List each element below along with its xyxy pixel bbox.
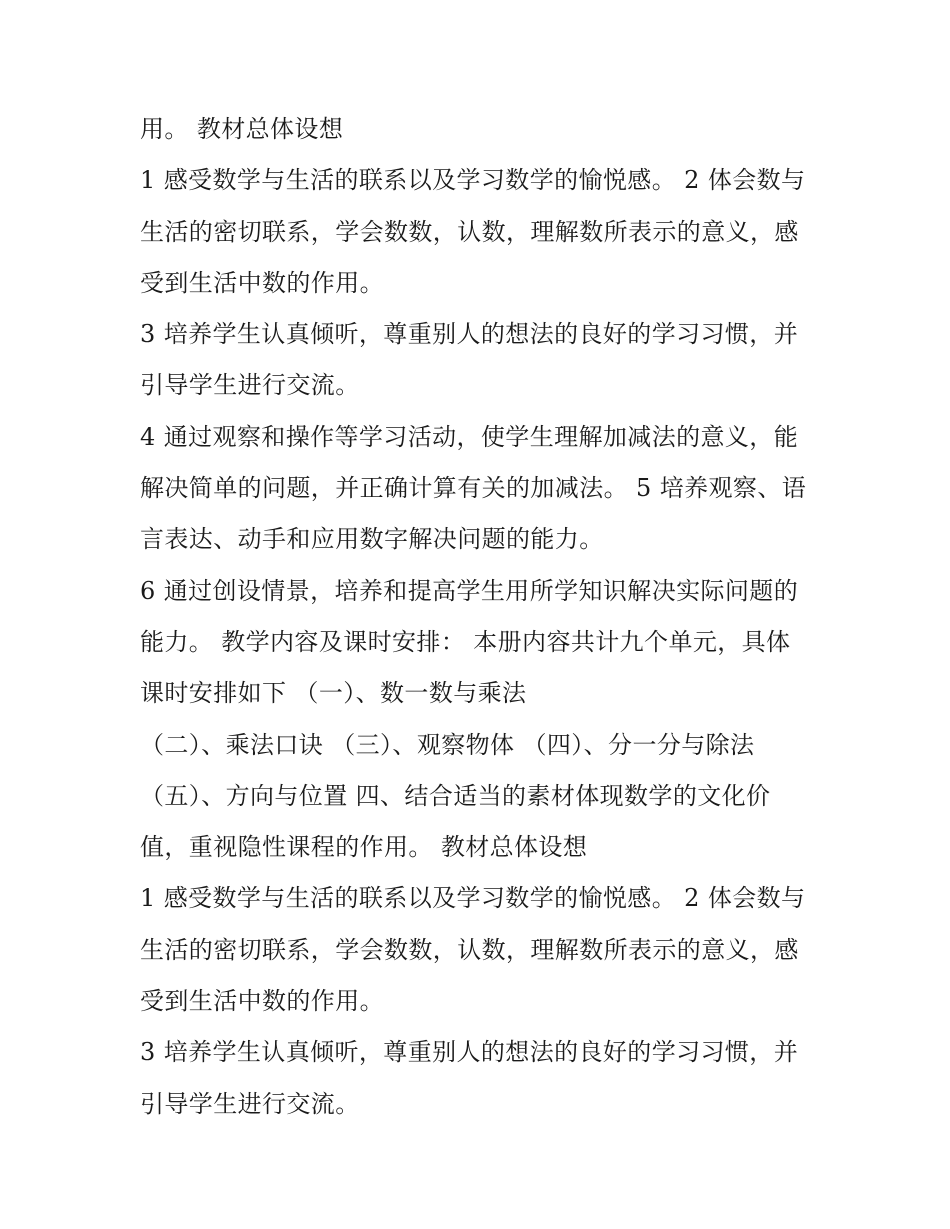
text-line-3: 生活的密切联系，学会数数，认数，理解数所表示的意义，感 [140,217,799,246]
text-line-1: 用。 教材总体设想 [140,115,344,143]
text-line-11: 能力。 教学内容及课时安排： 本册内容共计九个单元，具体 [140,627,791,656]
text-line-13: （二）、乘法口诀 （三）、观察物体 （四）、分一分与除法 [140,730,755,759]
text-line-5: 3 培养学生认真倾听，尊重别人的想法的良好的学习习惯，并 [140,320,799,349]
text-line-10: 6 通过创设情景，培养和提高学生用所学知识解决实际问题的 [140,576,799,605]
text-line-7: 4 通过观察和操作等学习活动，使学生理解加减法的意义，能 [140,422,799,451]
text-line-17: 生活的密切联系，学会数数，认数，理解数所表示的意义，感 [140,935,799,964]
text-line-12: 课时安排如下 （一）、数一数与乘法 [140,679,527,708]
text-line-18: 受到生活中数的作用。 [140,987,384,1016]
text-line-8: 解决简单的问题，并正确计算有关的加减法。 5 培养观察、语 [140,474,807,503]
text-line-19: 3 培养学生认真倾听，尊重别人的想法的良好的学习习惯，并 [140,1038,799,1067]
text-line-6: 引导学生进行交流。 [140,371,360,400]
text-line-9: 言表达、动手和应用数字解决问题的能力。 [140,525,604,554]
text-line-14: （五）、方向与位置 四、结合适当的素材体现数学的文化价 [140,781,771,810]
text-line-2: 1 感受数学与生活的联系以及学习数学的愉悦感。 2 体会数与 [140,166,806,195]
text-line-20: 引导学生进行交流。 [140,1089,360,1118]
text-line-15: 值，重视隐性课程的作用。 教材总体设想 [140,833,588,862]
text-line-4: 受到生活中数的作用。 [140,268,384,297]
document-body [140,104,820,1130]
text-line-16: 1 感受数学与生活的联系以及学习数学的愉悦感。 2 体会数与 [140,884,806,913]
